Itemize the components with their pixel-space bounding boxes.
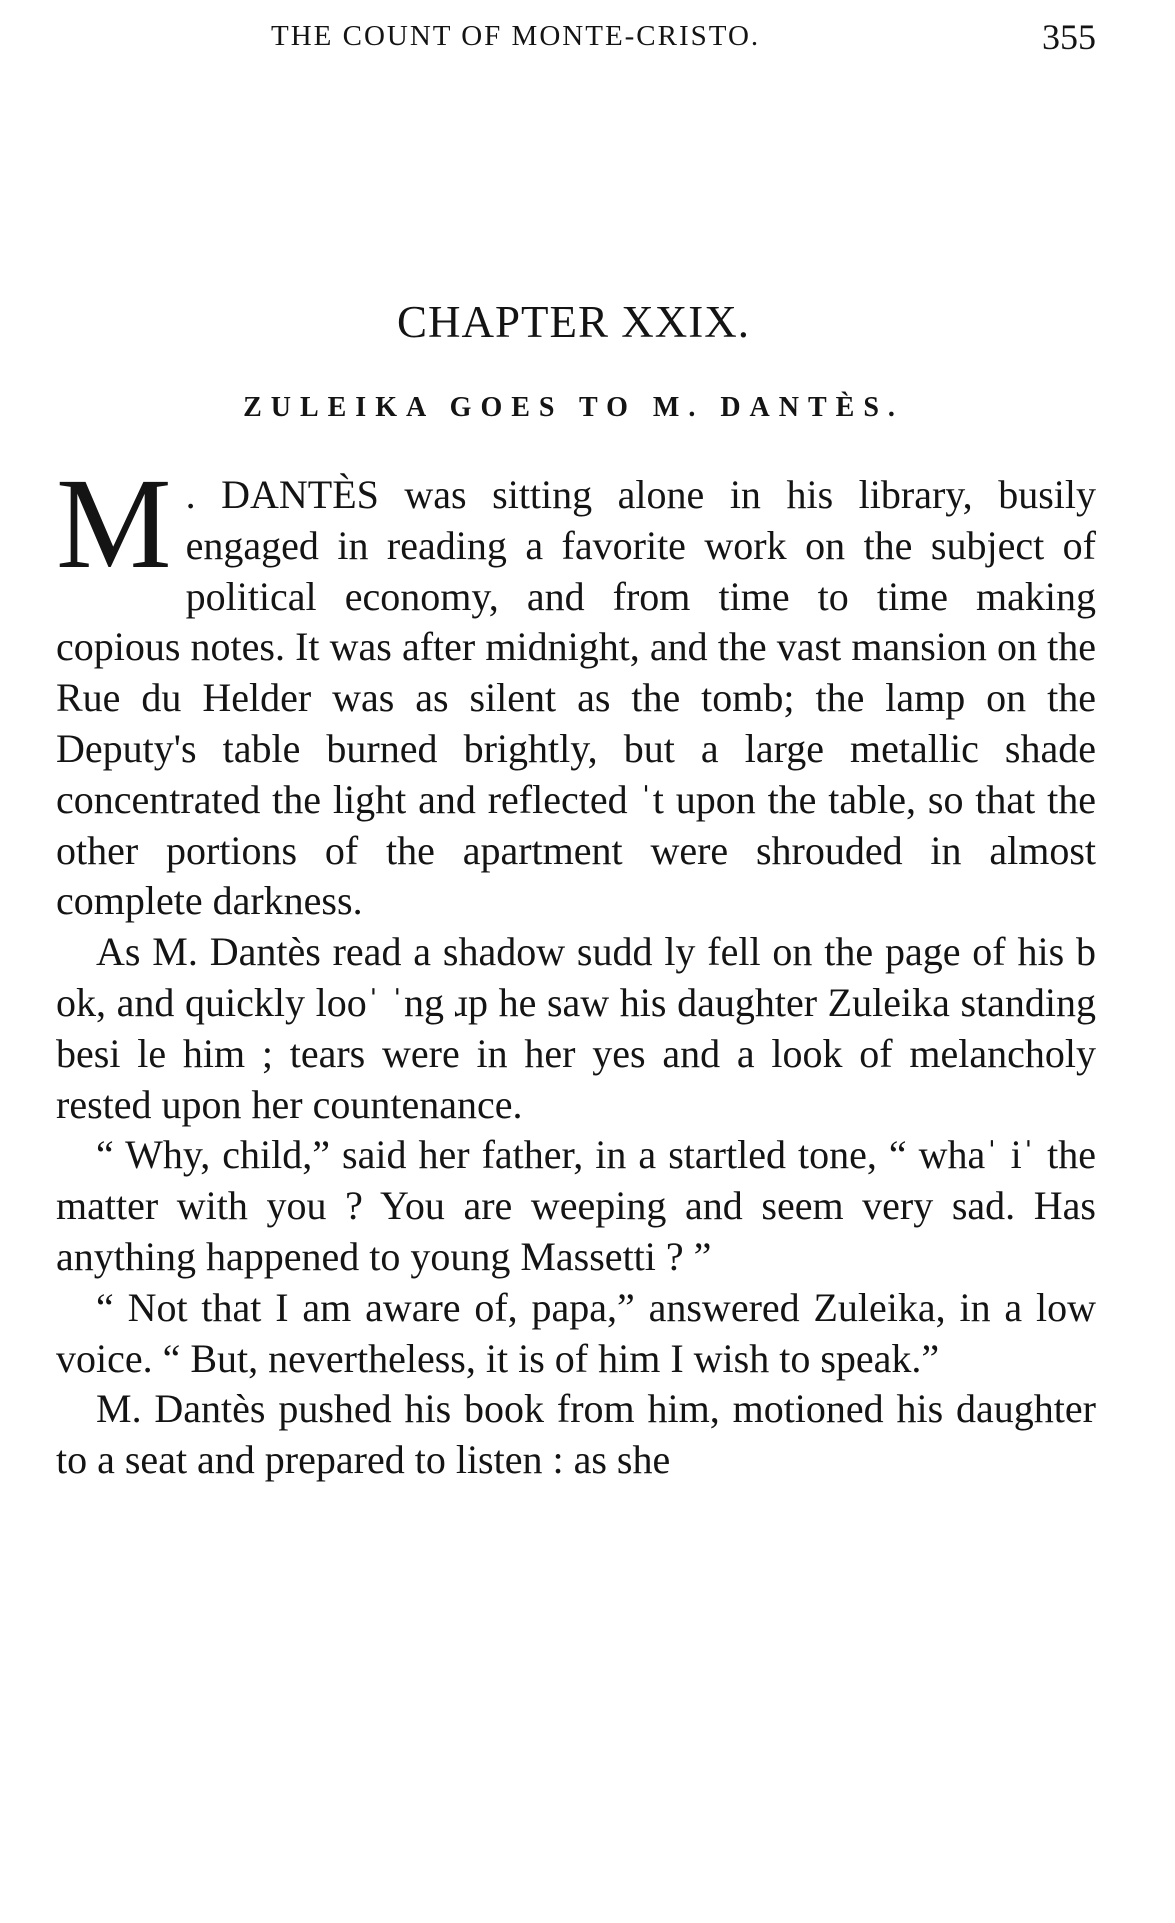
paragraph-5: M. Dantès pushed his book from him, motioned his daughter to a seat and prepared to listen : as she bbox=[56, 1386, 1096, 1483]
paragraph-3: “ Why, child,” said her father, in a startled tone, “ whaˈ iˈ the matter with you ? You are weeping and seem very sad. Has anything happened to young Massetti ? ” bbox=[56, 1132, 1096, 1279]
chapter-subtitle: ZULEIKA GOES TO M. DANTÈS. bbox=[243, 392, 904, 423]
paragraph-4: “ Not that I am aware of, papa,” answered Zuleika, in a low voice. “ But, nevertheless, it is of him I wish to speak.” bbox=[56, 1284, 1096, 1381]
paragraph-1-text: . DANTÈS was sitting alone in his library, busily engaged in reading a favorite work on the subject of political economy, and from time to time making copious notes. It was after midnight, and the vast mansion on the Rue du Helder was as silent as the tomb; the lamp on the Deputy's table burned brightly, but a large metallic shade concentrated the light and reflected ˈt upon the table, so that the other portions of the apartment were shrouded in almost complete darkness. bbox=[56, 472, 1096, 924]
running-head bbox=[56, 14, 1096, 64]
body-text bbox=[56, 452, 1096, 1486]
paragraph-2: As M. Dantès read a shadow sudd ly fell on the page of his b ok, and quickly looˈ ˈng ɹp he saw his daughter Zuleika standing besi le him ; tears were in her yes and a look of melancholy rested upon her countenance. bbox=[56, 929, 1096, 1127]
chapter-title: CHAPTER XXIX. bbox=[396, 297, 750, 347]
page-number: 355 bbox=[1042, 17, 1096, 57]
running-title: THE COUNT OF MONTE-CRISTO. bbox=[271, 20, 761, 52]
paragraph-1 bbox=[56, 452, 1096, 927]
drop-cap: M bbox=[56, 452, 172, 596]
